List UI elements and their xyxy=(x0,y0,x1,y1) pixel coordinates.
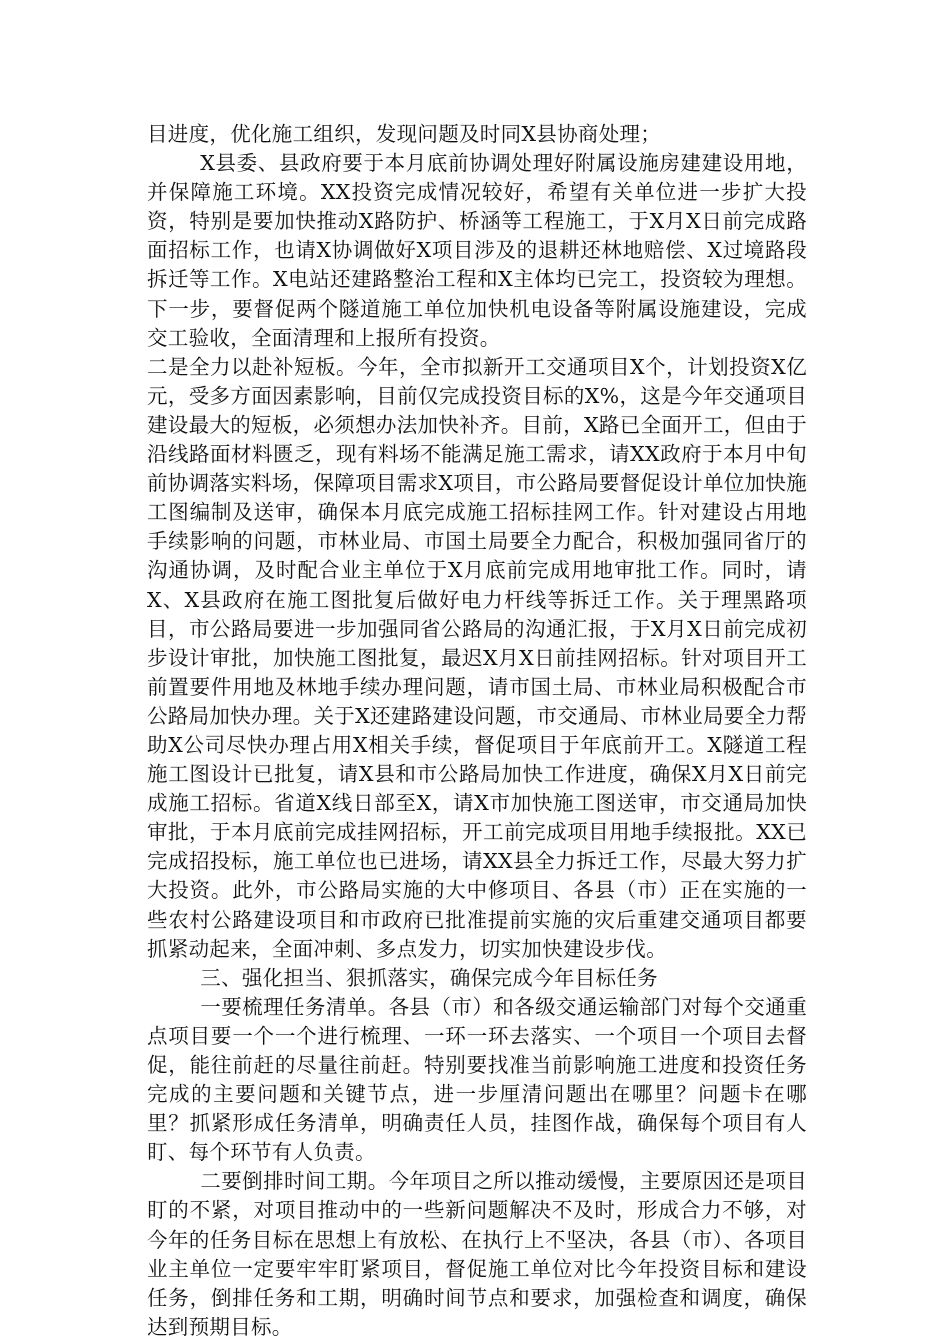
paragraph-county-coordination: X县委、县政府要于本月底前协调处理好附属设施房建建设用地，并保障施工环境。XX投资完成情况较好，希望有关单位进一步扩大投资，特别是要加快推动X路防护、桥涵等工程施工，于X月X日前完成路面招标工作，也请X协调做好X项目涉及的退耕还林地赔偿、X过境路段拆迁等工作。X电站还建路整治工程和X主体均已完工，投资较为理想。下一步，要督促两个隧道施工单位加快机电设备等附属设施建设，完成交工验收，全面清理和上报所有投资。 xyxy=(147,151,807,350)
paragraph-continuation: 目进度，优化施工组织，发现问题及时同X县协商处理； xyxy=(147,122,662,146)
paragraph-task-list: 一要梳理任务清单。各县（市）和各级交通运输部门对每个交通重点项目要一个一个进行梳理、一环一环去落实、一个项目一个项目去督促，能往前赶的尽量往前赶。特别要找准当前影响施工进度和投资任务完成的主要问题和关键节点，进一步厘清问题出在哪里？问题卡在哪里？抓紧形成任务清单，明确责任人员，挂图作战，确保每个项目有人盯、每个环节有人负责。 xyxy=(147,994,807,1165)
paragraph-shortcomings: 二是全力以赴补短板。今年，全市拟新开工交通项目X个，计划投资X亿元，受多方面因素影响，目前仅完成投资目标的X%，这是今年交通项目建设最大的短板，必须想办法加快补齐。目前，X路已全面开工，但由于沿线路面材料匮乏，现有料场不能满足施工需求，请XX政府于本月中旬前协调落实料场，保障项目需求X项目，市公路局要督促设计单位加快施工图编制及送审，确保本月底完成施工招标挂网工作。针对建设占用地手续影响的问题，市林业局、市国土局要全力配合，积极加强同省厅的沟通协调，及时配合业主单位于X月底前完成用地审批工作。同时，请X、X县政府在施工图批复后做好电力杆线等拆迁工作。关于理黑路项目，市公路局要进一步加强同省公路局的沟通汇报，于X月X日前完成初步设计审批，加快施工图批复，最迟X月X日前挂网招标。针对项目开工前置要件用地及林地手续办理问题，请市国土局、市林业局积极配合市公路局加快办理。关于X还建路建设问题，市交通局、市林业局要全力帮助X公司尽快办理占用X相关手续，督促项目于年底前开工。X隧道工程施工图设计已批复，请X县和市公路局加快工作进度，确保X月X日前完成施工招标。省道X线日部至X，请X市加快施工图送审，市交通局加快审批，于本月底前完成挂网招标，开工前完成项目用地手续报批。XX已完成招投标，施工单位也已进场，请XX县全力拆迁工作，尽最大努力扩大投资。此外，市公路局实施的大中修项目、各县（市）正在实施的一些农村公路建设项目和市政府已批准提前实施的灾后重建交通项目都要抓紧动起来，全面冲刺、多点发力，切实加快建设步伐。 xyxy=(147,354,807,961)
document-body xyxy=(147,120,807,1342)
section-heading-three: 三、强化担当、狠抓落实，确保完成今年目标任务 xyxy=(200,965,658,990)
paragraph-schedule: 二要倒排时间工期。今年项目之所以推动缓慢，主要原因还是项目盯的不紧，对项目推动中的一些新问题解决不及时，形成合力不够，对今年的任务目标在思想上有放松、在执行上不坚决，各县（市）、各项目业主单位一定要牢牢盯紧项目，督促施工单位对比今年投资目标和建设任务，倒排任务和工期，明确时间节点和要求，加强检查和调度，确保达到预期目标。 xyxy=(147,1169,807,1339)
